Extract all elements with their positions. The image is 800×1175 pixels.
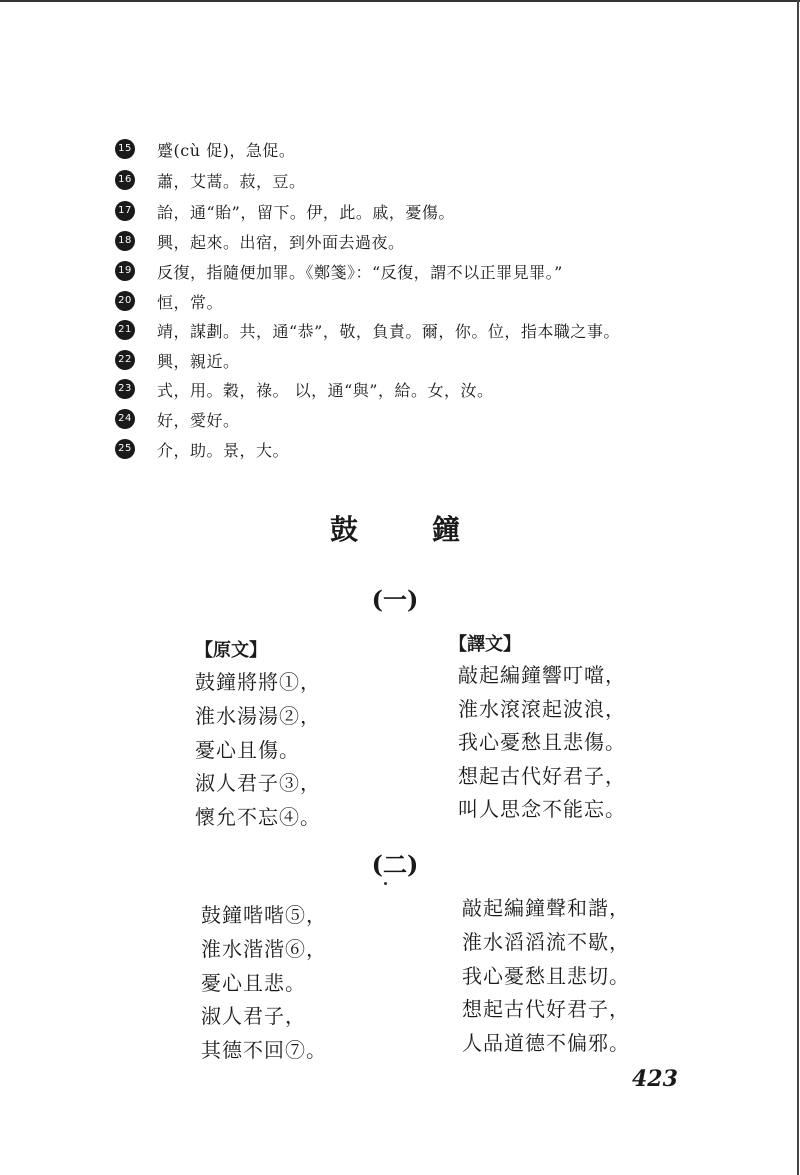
page-number: 423 <box>632 1066 678 1092</box>
original-line: 淮水湝湝⑥， <box>201 937 327 961</box>
poem-title <box>330 508 460 548</box>
print-speck <box>384 882 387 885</box>
translation-line: 想起古代好君子， <box>458 764 626 788</box>
footnote-number: 16 <box>115 170 135 190</box>
original-line: 淑人君子③， <box>195 771 321 795</box>
footnote-number: 17 <box>115 201 135 221</box>
original-line: 懷允不忘④。 <box>195 805 321 829</box>
footnote-19 <box>115 259 563 283</box>
poem-title-char: 鐘 <box>431 513 460 546</box>
footnote-25 <box>115 437 289 461</box>
original-line: 淑人君子， <box>201 1004 306 1028</box>
footnote-21 <box>115 318 620 342</box>
footnote-text: 蕭，艾蒿。菽，豆。 <box>157 171 306 191</box>
original-line: 淮水湯湯②， <box>195 704 321 728</box>
translation-line: 想起古代好君子， <box>462 997 630 1021</box>
footnote-text: 恒，常。 <box>157 292 224 312</box>
translation-line: 敲起編鐘聲和諧， <box>462 896 630 920</box>
footnote-number: 19 <box>115 261 135 281</box>
footnote-text: 好，愛好。 <box>157 410 240 430</box>
translation-label: 【譯文】 <box>449 634 521 655</box>
translation-line: 我心憂愁且悲傷。 <box>458 730 626 754</box>
footnote-20 <box>115 289 223 313</box>
original-line: 憂心且悲。 <box>201 971 306 995</box>
footnote-text: 介，助。景，大。 <box>157 440 290 460</box>
footnote-24 <box>115 407 240 431</box>
footnote-23 <box>115 377 493 401</box>
footnote-number: 18 <box>115 231 135 251</box>
footnote-text: 式，用。穀，祿。 以，通“與”，給。女，汝。 <box>157 380 494 400</box>
footnote-15 <box>115 137 295 161</box>
footnote-16 <box>115 168 306 192</box>
footnote-text: 反復，指隨便加罪。《鄭箋》：“反復，謂不以正罪見罪。” <box>157 262 563 282</box>
footnote-text: 興，親近。 <box>157 351 240 371</box>
original-line: 憂心且傷。 <box>195 738 300 762</box>
translation-line: 敲起編鐘響叮噹， <box>458 663 626 687</box>
footnote-number: 21 <box>115 320 135 340</box>
original-line: 鼓鐘將將①， <box>195 670 321 694</box>
original-line: 鼓鐘喈喈⑤， <box>201 903 327 927</box>
footnote-text: 詒，通“貽”，留下。伊，此。戚，憂傷。 <box>157 202 455 222</box>
footnote-22 <box>115 348 240 372</box>
top-edge-rule <box>0 0 800 2</box>
translation-line: 我心憂愁且悲切。 <box>462 964 630 988</box>
section-heading-2: (二) <box>371 850 419 879</box>
footnote-number: 24 <box>115 409 135 429</box>
footnote-number: 22 <box>115 350 135 370</box>
footnote-text: 興，起來。出宿，到外面去過夜。 <box>157 232 405 252</box>
footnote-number: 25 <box>115 439 135 459</box>
footnote-text: 蹙(cù 促)，急促。 <box>157 140 296 160</box>
footnote-18 <box>115 229 405 253</box>
footnote-number: 20 <box>115 291 135 311</box>
translation-line: 淮水滔滔流不歇， <box>462 930 630 954</box>
translation-line: 人品道德不偏邪。 <box>462 1031 630 1055</box>
original-text-label: 【原文】 <box>195 640 267 661</box>
original-line: 其德不回⑦。 <box>201 1038 327 1062</box>
footnote-number: 15 <box>115 139 135 159</box>
footnote-number: 23 <box>115 379 135 399</box>
right-edge-rule <box>797 0 799 1175</box>
section-heading-1: (一) <box>371 585 419 614</box>
translation-line: 淮水滾滾起波浪， <box>458 697 626 721</box>
footnote-text: 靖，謀劃。共，通“恭”，敬，負責。爾，你。位，指本職之事。 <box>157 321 620 341</box>
footnote-17 <box>115 199 455 223</box>
poem-title-char: 鼓 <box>330 513 359 546</box>
translation-line: 叫人思念不能忘。 <box>458 797 626 821</box>
